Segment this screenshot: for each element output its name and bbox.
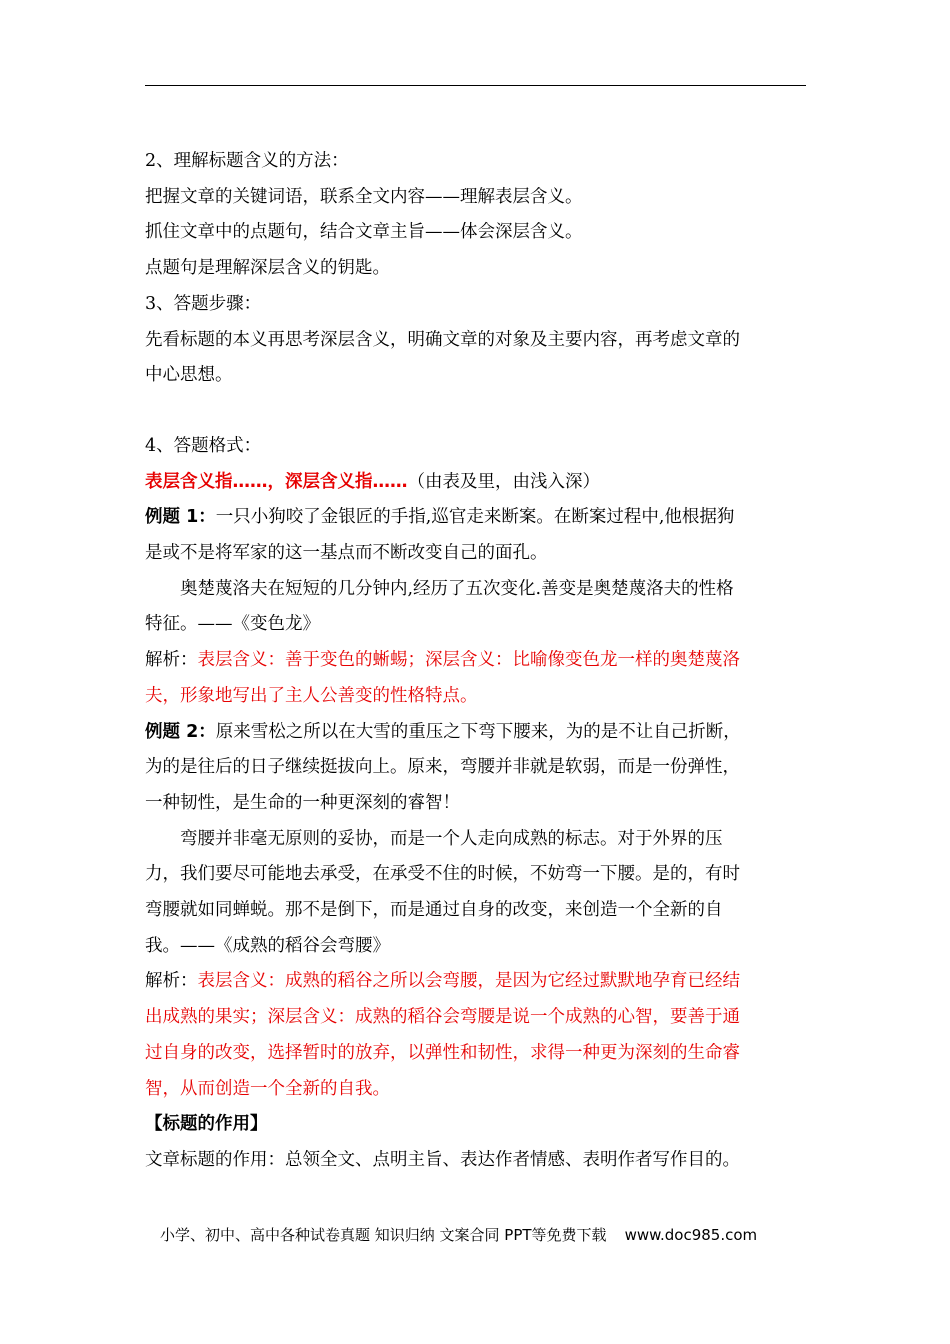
- title-role-line-1: 文章标题的作用：总领全文、点明主旨、表达作者情感、表明作者写作目的。: [145, 1149, 740, 1170]
- example-2-analysis-line-4: 智，从而创造一个全新的自我。: [145, 1078, 390, 1099]
- header-rule: [145, 85, 806, 86]
- footer-url[interactable]: www.doc985.com: [624, 1226, 758, 1244]
- example-2-para2-line-2: 力，我们要尽可能地去承受，在承受不住的时候，不妨弯一下腰。是的，有时: [145, 864, 740, 885]
- method-line-2: 抓住文章中的点题句，结合文章主旨——体会深层含义。: [145, 222, 583, 243]
- footer-text: 小学、初中、高中各种试卷真题 知识归纳 文案合同 PPT等免费下载: [160, 1226, 607, 1244]
- example-2-analysis-line-3: 过自身的改变，选择暂时的放弃，以弹性和韧性，求得一种更为深刻的生命睿: [145, 1042, 740, 1063]
- example-1-line-2: 是或不是将军家的这一基点而不断改变自己的面孔。: [145, 543, 548, 564]
- example-2-analysis-text-1: 表层含义：成熟的稻谷之所以会弯腰，是因为它经过默默地孕育已经结: [197, 971, 740, 992]
- method-line-1: 把握文章的关键词语，联系全文内容——理解表层含义。: [145, 186, 583, 207]
- steps-line-1: 先看标题的本义再思考深层含义，明确文章的对象及主要内容，再考虑文章的: [145, 329, 740, 350]
- example-2-para2-line-4: 我。——《成熟的稻谷会弯腰》: [145, 935, 390, 956]
- section-4-heading: 4、答题格式：: [145, 435, 262, 456]
- example-2-line-1: [145, 715, 806, 751]
- page-footer: [160, 1224, 757, 1245]
- example-1-analysis-line-2: 夫，形象地写出了主人公善变的性格特点。: [145, 685, 478, 706]
- example-1-colon: ：: [198, 507, 216, 528]
- example-1-para2-line-2: 特征。——《变色龙》: [145, 614, 320, 635]
- method-line-3: 点题句是理解深层含义的钥匙。: [145, 258, 390, 279]
- example-1-analysis-text-1: 表层含义：善于变色的蜥蜴；深层含义：比喻像变色龙一样的奥楚蔑洛: [197, 650, 740, 671]
- example-1-para2-line-1: 奥楚蔑洛夫在短短的几分钟内,经历了五次变化.善变是奥楚蔑洛夫的性格: [180, 578, 734, 599]
- answer-format: [145, 465, 806, 501]
- example-2-colon: ：: [198, 721, 216, 742]
- example-1-text-1: 一只小狗咬了金银匠的手指,巡官走来断案。在断案过程中,他根据狗: [215, 507, 735, 528]
- document-body: [145, 144, 806, 1179]
- example-1-label: 例题 1: [145, 507, 199, 528]
- example-2-line-2: 为的是往后的日子继续挺拔向上。原来，弯腰并非就是软弱，而是一份弹性，: [145, 757, 740, 778]
- example-2-para2-line-1: 弯腰并非毫无原则的妥协，而是一个人走向成熟的标志。对于外界的压: [180, 828, 723, 849]
- example-2-text-1: 原来雪松之所以在大雪的重压之下弯下腰来，为的是不让自己折断，: [215, 721, 741, 742]
- example-1-analysis-label: 解析：: [145, 650, 198, 671]
- example-2-line-3: 一种韧性，是生命的一种更深刻的睿智！: [145, 792, 460, 813]
- answer-format-note: （由表及里，由浅入深）: [407, 471, 600, 492]
- example-2-analysis-label: 解析：: [145, 971, 198, 992]
- example-1-analysis-line-1: [145, 643, 806, 679]
- answer-format-template: 表层含义指……，深层含义指……: [145, 471, 408, 492]
- steps-line-2: 中心思想。: [145, 365, 233, 386]
- example-2-analysis-line-2: 出成熟的果实；深层含义：成熟的稻谷会弯腰是说一个成熟的心智，要善于通: [145, 1007, 740, 1028]
- example-1-line-1: [145, 500, 806, 536]
- example-2-label: 例题 2: [145, 721, 199, 742]
- example-2-para2-line-3: 弯腰就如同蝉蜕。那不是倒下，而是通过自身的改变，来创造一个全新的自: [145, 900, 723, 921]
- spacer: [145, 394, 806, 429]
- section-2-heading: 2、理解标题含义的方法：: [145, 151, 349, 171]
- section-3-heading: 3、答题步骤：: [145, 293, 262, 314]
- example-2-analysis-line-1: [145, 964, 806, 1000]
- title-role-heading: 【标题的作用】: [145, 1114, 268, 1135]
